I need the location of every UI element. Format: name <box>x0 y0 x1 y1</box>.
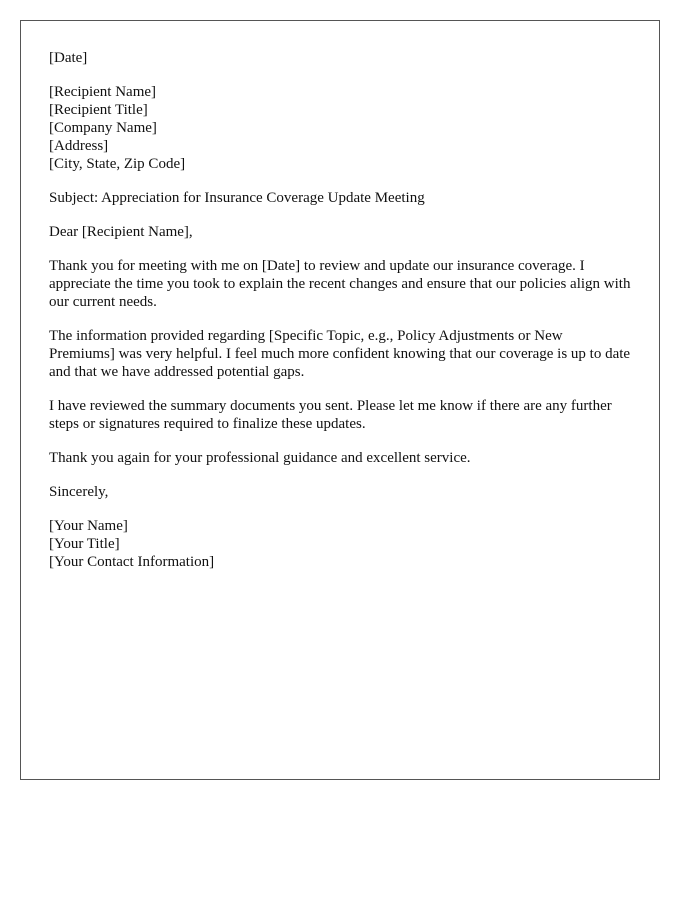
subject-line: Subject: Appreciation for Insurance Coverage Update Meeting <box>49 190 425 206</box>
signature-block <box>49 517 631 571</box>
letter-page <box>20 20 660 780</box>
body-paragraph-1: Thank you for meeting with me on [Date] to review and update our insurance coverage. I appreciate the time you took to explain the recent changes and ensure that our policies align with our current needs. <box>49 258 631 310</box>
sender-title: [Your Title] <box>49 536 120 552</box>
date-line: [Date] <box>49 50 88 66</box>
recipient-name: [Recipient Name] <box>49 84 157 100</box>
salutation: Dear [Recipient Name], <box>49 224 193 240</box>
recipient-address: [Address] <box>49 138 109 154</box>
recipient-block <box>49 83 631 173</box>
recipient-company: [Company Name] <box>49 120 157 136</box>
body-paragraph-4: Thank you again for your professional guidance and excellent service. <box>49 450 471 466</box>
sender-contact: [Your Contact Information] <box>49 554 215 570</box>
recipient-city: [City, State, Zip Code] <box>49 156 186 172</box>
sender-name: [Your Name] <box>49 518 128 534</box>
recipient-title: [Recipient Title] <box>49 102 148 118</box>
body-paragraph-3: I have reviewed the summary documents you sent. Please let me know if there are any further steps or signatures required to finalize these updates. <box>49 398 612 432</box>
closing: Sincerely, <box>49 484 109 500</box>
body-paragraph-2: The information provided regarding [Specific Topic, e.g., Policy Adjustments or New Premiums] was very helpful. I feel much more confident knowing that our coverage is up to date and that we have addressed potential gaps. <box>49 328 631 380</box>
